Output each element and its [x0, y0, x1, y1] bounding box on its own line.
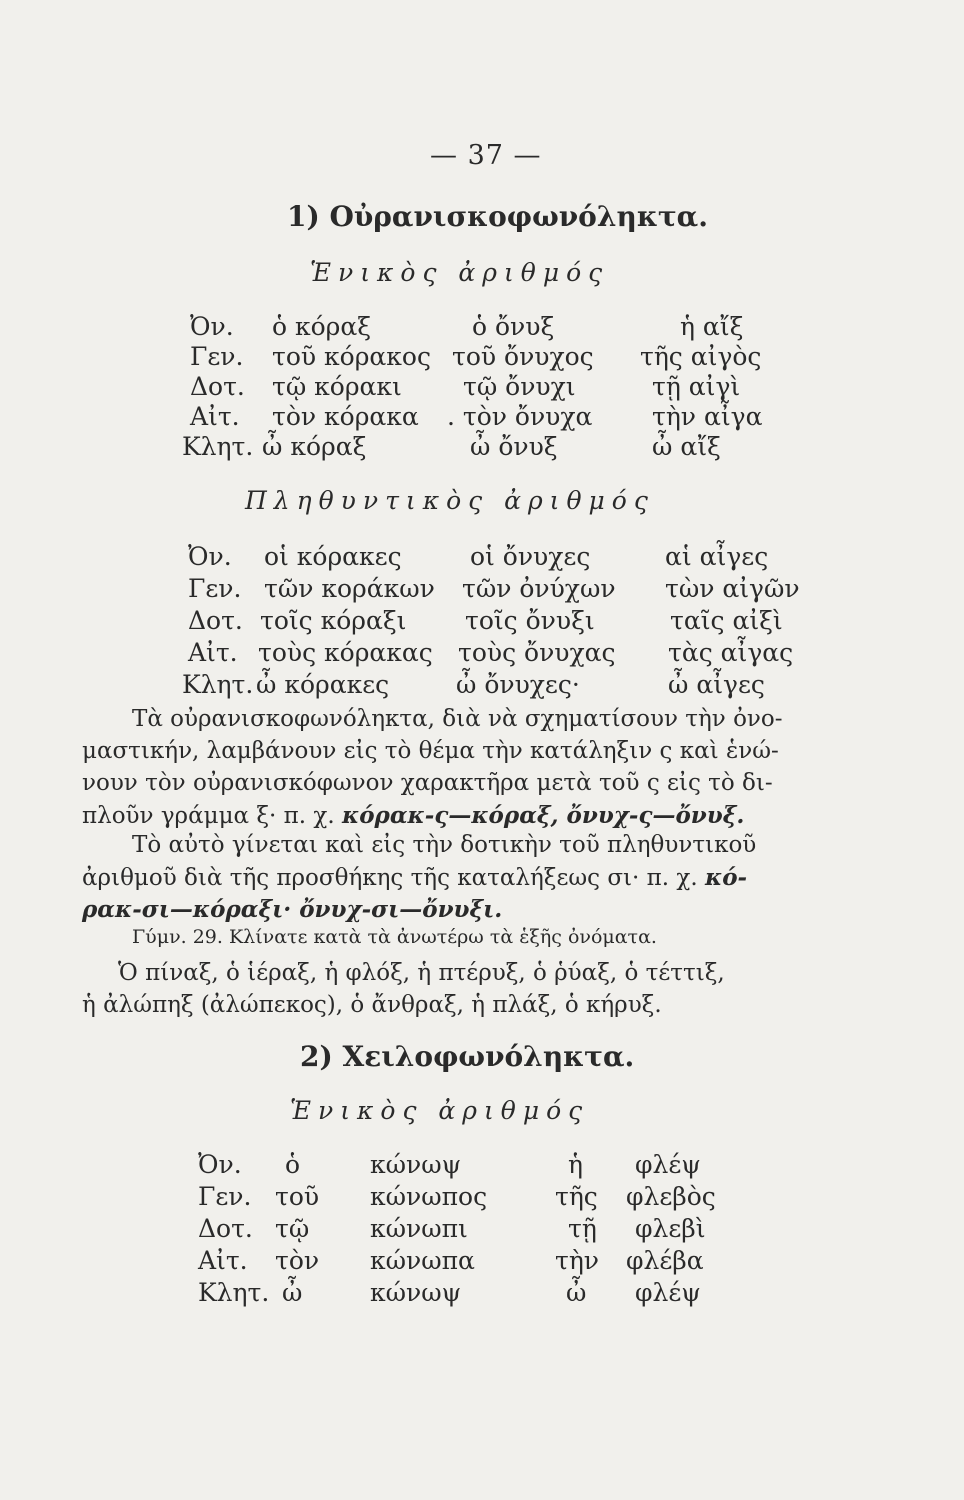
- table-cell: τῷ ὄνυχι: [463, 372, 576, 401]
- article-cell: τὸν: [275, 1246, 320, 1275]
- section2-heading: Ἑνικὸς ἀριθμός: [290, 1096, 590, 1125]
- table-cell: ὦ κόραξ: [262, 432, 367, 461]
- example-text: ρακ-σι—κόραξι· ὄνυχ-σι—ὄνυξι.: [82, 896, 503, 923]
- example-text: κόρακ-ς—κόραξ, ὄνυχ-ς—ὄνυξ.: [341, 802, 745, 829]
- article-cell: ὦ: [566, 1278, 587, 1307]
- case-label: Ὀν.: [188, 542, 232, 571]
- section2-title: 2) Χειλοφωνόληκτα.: [300, 1040, 635, 1073]
- case-label: Αἰτ.: [198, 1246, 248, 1275]
- text-line: Τὸ αὐτὸ γίνεται καὶ εἰς τὴν δοτικὴν τοῦ πληθυντικοῦ: [132, 832, 757, 858]
- case-label: Κλητ.: [182, 670, 254, 699]
- table-cell: κώνωπος: [370, 1182, 488, 1211]
- table-cell: τὰς αἶγας: [668, 638, 794, 667]
- case-label: Γεν.: [190, 342, 244, 371]
- table-cell: τοῖς ὄνυξι: [465, 606, 595, 635]
- table-cell: ὦ ὄνυχες·: [456, 670, 580, 699]
- table-cell: κώνωπα: [370, 1246, 475, 1275]
- table-cell: κώνωψ: [370, 1150, 462, 1179]
- table-cell: κώνωπι: [370, 1214, 468, 1243]
- table-row: [0, 432, 964, 462]
- exercise-words-line: ἡ ἀλώπηξ (ἀλώπεκος), ὁ ἄνθραξ, ἡ πλάξ, ὁ κήρυξ.: [82, 992, 662, 1018]
- table-row: [0, 574, 964, 604]
- exercise-heading: [132, 926, 657, 948]
- article-cell: τῇ: [568, 1214, 597, 1243]
- table-cell: ὦ κόρακες: [256, 670, 390, 699]
- case-label: Ὀν.: [198, 1150, 242, 1179]
- case-label: Αἰτ.: [188, 638, 238, 667]
- table-cell: φλεβὸς: [626, 1182, 716, 1211]
- section1-title: 1) Οὐρανισκοφωνόληκτα.: [287, 200, 708, 233]
- plural-heading: Πληθυντικὸς ἀριθμός: [245, 486, 655, 515]
- table-row: [0, 638, 964, 668]
- table-row: [0, 1150, 964, 1180]
- table-cell: τῆς αἰγὸς: [640, 342, 762, 371]
- table-cell: τοῖς κόραξι: [260, 606, 407, 635]
- table-cell: τὼν αἰγῶν: [665, 574, 800, 603]
- case-label: Δοτ.: [190, 372, 245, 401]
- table-row: [0, 670, 964, 700]
- article-cell: τῆς: [555, 1182, 598, 1211]
- table-cell: ὦ αἶγες: [668, 670, 765, 699]
- table-cell: τῷ κόρακι: [272, 372, 402, 401]
- table-cell: τοὺς ὄνυχας: [458, 638, 616, 667]
- table-cell: . τὸν ὄνυχα: [447, 402, 593, 431]
- table-cell: τοὺς κόρακας: [258, 638, 433, 667]
- case-label: Ὀν.: [190, 312, 234, 341]
- table-row: [0, 1182, 964, 1212]
- text-line: [82, 864, 747, 891]
- case-label: Αἰτ.: [190, 402, 240, 431]
- case-label: Γεν.: [198, 1182, 252, 1211]
- text-segment: πλοῦν γράμμα ξ· π. χ.: [82, 803, 335, 829]
- table-cell: τῶν κοράκων: [264, 574, 435, 603]
- case-label: Δοτ.: [188, 606, 243, 635]
- case-label: Κλητ.: [198, 1278, 270, 1307]
- exercise-label: Γύμν. 29.: [132, 926, 223, 948]
- table-row: [0, 312, 964, 342]
- text-line: μαστικήν, λαμβάνουν εἰς τὸ θέμα τὴν κατάληξιν ς καὶ ἑνώ-: [82, 738, 779, 764]
- text-segment: ἀριθμοῦ διὰ τῆς προσθήκης τῆς καταλήξεως σι· π. χ.: [82, 865, 698, 891]
- table-row: [0, 372, 964, 402]
- example-text: κό-: [704, 864, 748, 891]
- table-cell: φλεβὶ: [635, 1214, 706, 1243]
- exercise-words-line: Ὁ πίναξ, ὁ ἱέραξ, ἡ φλόξ, ἡ πτέρυξ, ὁ ῥύαξ, ὁ τέττιξ,: [118, 960, 725, 986]
- table-cell: ὦ αἴξ: [652, 432, 721, 461]
- table-cell: τοῦ κόρακος: [272, 342, 431, 371]
- table-cell: ὦ ὄνυξ: [470, 432, 558, 461]
- singular-heading: Ἑνικὸς ἀριθμός: [310, 258, 610, 287]
- page-number: — 37 —: [430, 140, 542, 171]
- table-cell: οἱ ὄνυχες: [470, 542, 591, 571]
- table-cell: τῶν ὀνύχων: [462, 574, 616, 603]
- table-cell: ταῖς αἰξὶ: [670, 606, 783, 635]
- table-cell: ὁ κόραξ: [272, 312, 372, 341]
- text-line: Τὰ οὐρανισκοφωνόληκτα, διὰ νὰ σχηματίσουν τὴν ὀνο-: [132, 706, 783, 732]
- article-cell: τῷ: [275, 1214, 310, 1243]
- case-label: Γεν.: [188, 574, 242, 603]
- table-cell: οἱ κόρακες: [264, 542, 402, 571]
- table-row: [0, 1214, 964, 1244]
- table-cell: ὁ ὄνυξ: [472, 312, 555, 341]
- table-row: [0, 606, 964, 636]
- article-cell: ὦ: [282, 1278, 303, 1307]
- table-cell: αἱ αἶγες: [665, 542, 769, 571]
- article-cell: ἡ: [568, 1150, 583, 1179]
- exercise-instruction: Κλίνατε κατὰ τὰ ἀνωτέρω τὰ ἑξῆς ὀνόματα.: [228, 926, 657, 948]
- table-cell: τῇ αἰγὶ: [652, 372, 741, 401]
- case-label: Δοτ.: [198, 1214, 253, 1243]
- table-cell: τοῦ ὄνυχος: [452, 342, 594, 371]
- table-cell: φλέψ: [635, 1150, 701, 1179]
- table-cell: φλέβα: [626, 1246, 704, 1275]
- table-cell: ἡ αἴξ: [680, 312, 744, 341]
- article-cell: ὁ: [285, 1150, 301, 1179]
- table-cell: τὸν κόρακα: [272, 402, 419, 431]
- table-row: [0, 342, 964, 372]
- table-row: [0, 542, 964, 572]
- table-row: [0, 402, 964, 432]
- article-cell: τὴν: [555, 1246, 600, 1275]
- table-row: [0, 1278, 964, 1308]
- case-label: Κλητ.: [182, 432, 254, 461]
- text-line: [82, 802, 744, 829]
- text-line: νουν τὸν οὐρανισκόφωνον χαρακτῆρα μετὰ τοῦ ς εἰς τὸ δι-: [82, 770, 773, 796]
- table-cell: φλέψ: [635, 1278, 701, 1307]
- table-cell: κώνωψ: [370, 1278, 462, 1307]
- table-row: [0, 1246, 964, 1276]
- article-cell: τοῦ: [275, 1182, 320, 1211]
- table-cell: τὴν αἶγα: [652, 402, 763, 431]
